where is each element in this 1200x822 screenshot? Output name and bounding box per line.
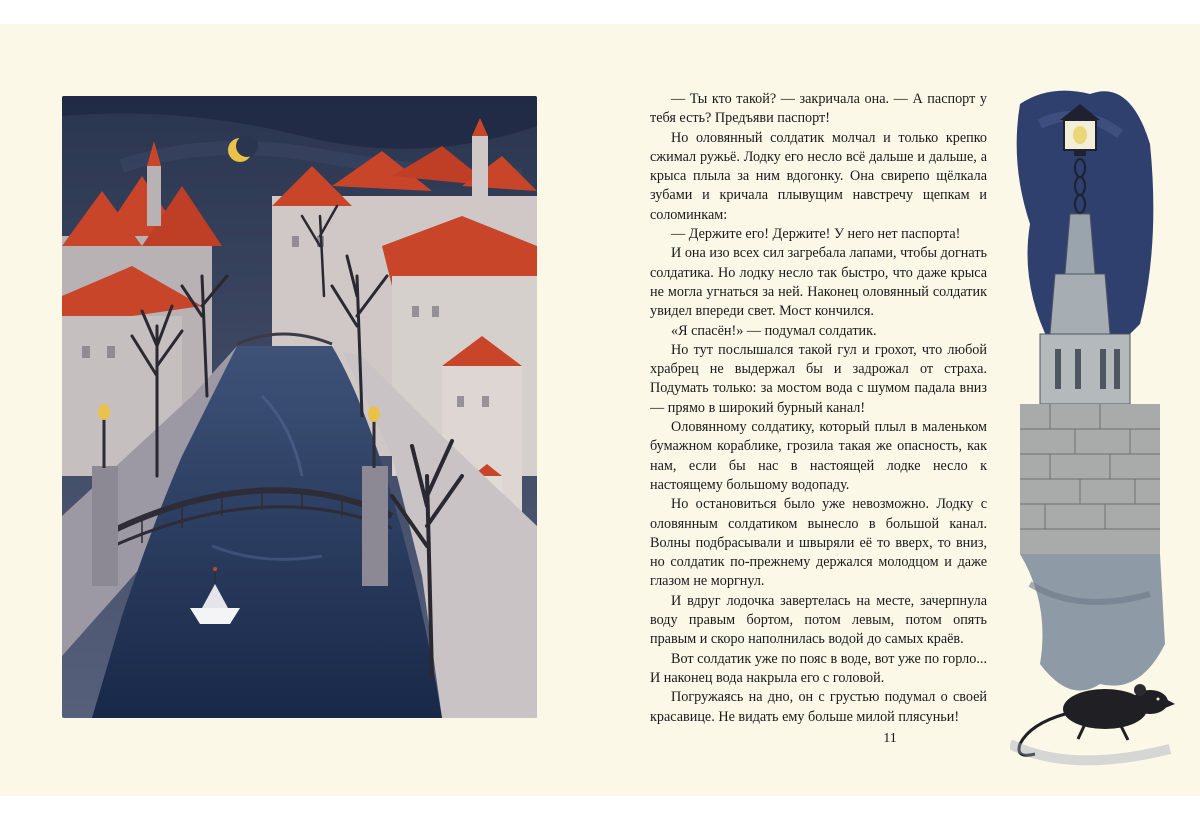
canal-night-city-illustration xyxy=(62,96,537,718)
paragraph: — Ты кто такой? — закричала она. — А паспорт у тебя есть? Предъяви паспорт! xyxy=(650,91,987,127)
tower-scene xyxy=(1010,84,1175,784)
paragraph: Оловянному солдатику, который плыл в маленьком бумажном кораблике, грозила такая же опасность, как нам, если бы нас в настоящей лодке несло к настоящему большому водопаду. xyxy=(650,419,987,493)
paragraph: Погружаясь на дно, он с грустью подумал о своей красавице. Не видать ему больше милой плясуньи! xyxy=(650,689,987,725)
paragraph: Вот солдатик уже по пояс в воде, вот уже по горло... И наконец вода накрыла его с головой. xyxy=(650,650,987,686)
paragraph: «Я спасён!» — подумал солдатик. xyxy=(671,322,877,339)
rat-icon xyxy=(1019,684,1175,755)
paragraph: Но тут послышался такой гул и грохот, что любой храбрец не выдержал бы и задрожал от страха. Подумать только: за мостом вода с шумом падала вниз — прямо в широкий бурный канал! xyxy=(650,341,987,416)
paragraph: И вдруг лодочка завертелась на месте, зачерпнула воду правым бортом, потом левым, потом опять правым и скоро наполнилась водой до самых краёв. xyxy=(650,592,987,648)
paragraph: — Держите его! Держите! У него нет паспорта! xyxy=(671,226,961,243)
page-number: 11 xyxy=(883,731,897,746)
canal-scene xyxy=(62,96,537,718)
story-text xyxy=(650,90,987,727)
paragraph: И она изо всех сил загребала лапами, чтобы догнать солдатика. Но лодку несло так быстро, что даже крыса не могла угнаться за ней. Наконец оловянный солдатик увидел впереди свет. Мост кончился. xyxy=(650,245,987,320)
paragraph: Но оловянный солдатик молчал и только крепко сжимал ружьё. Лодку его несло всё дальше и дальше, а крыса плыла за ним вдогонку. Она свирепо щёлкала зубами и кричала плывущим навстречу щепкам и соломинкам: xyxy=(650,129,987,223)
paragraph: Но остановиться было уже невозможно. Лодку с оловянным солдатиком вынесло в большой канал. Волны подбрасывали и швыряли её то вверх, то вниз, но солдатик по-прежнему держался молодцом и даже глазом не моргнул. xyxy=(650,496,987,590)
lamp-tower-rat-illustration xyxy=(1010,84,1175,784)
book-spread xyxy=(0,24,1200,796)
